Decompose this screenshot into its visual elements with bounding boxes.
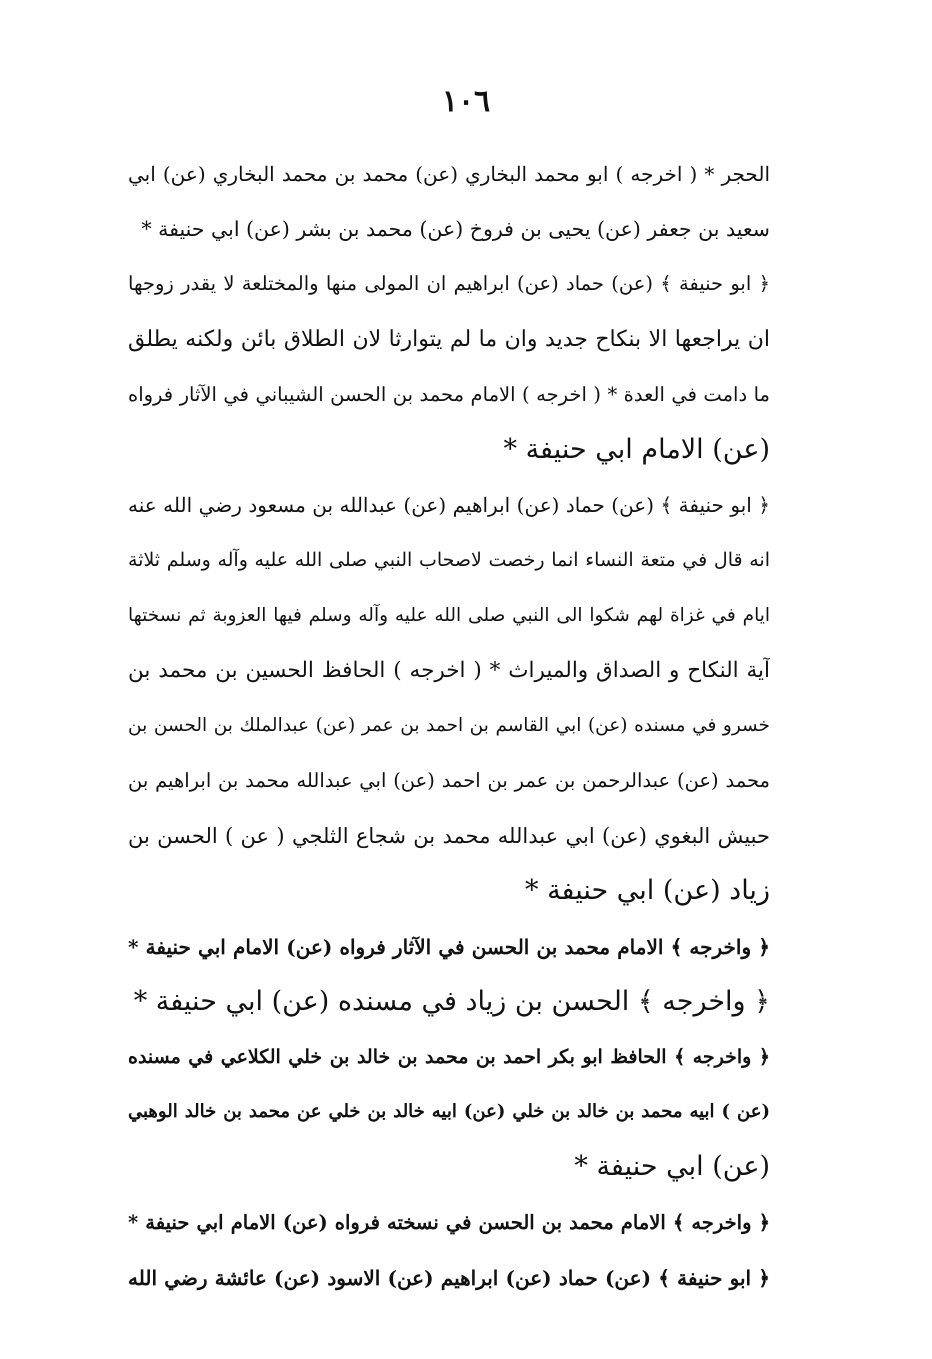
- text-line: ايام في غزاة لهم شكوا الى النبي صلى الله عليه وآله وسلم فيها العزوبة ثم نسختها: [128, 604, 770, 626]
- text-line: (عن) ابي حنيفة *: [574, 1151, 770, 1183]
- page-number: ١٠٦: [441, 84, 491, 119]
- text-line: خسرو في مسنده (عن) ابي القاسم بن احمد بن عمر (عن) عبدالملك بن الحسن بن: [128, 714, 770, 736]
- text-line: ﴿ ابو حنيفة ﴾ (عن) حماد (عن) ابراهيم ان المولى منها والمختلعة لا يقدر زوجها: [128, 272, 770, 296]
- text-line: ﴿ واخرجه ﴾ الامام محمد بن الحسن في نسخته فرواه (عن) الامام ابي حنيفة *: [128, 1210, 770, 1234]
- text-line: (عن ) ابيه محمد بن خالد بن خلي (عن) ابيه خالد بن خلي عن محمد بن خالد الوهبي: [128, 1101, 770, 1123]
- text-line: الحجر * ( اخرجه ) ابو محمد البخاري (عن) محمد بن محمد البخاري (عن) ابي: [128, 162, 770, 186]
- text-line: ﴿ ابو حنيفة ﴾ (عن) حماد (عن) ابراهيم (عن) عبدالله بن مسعود رضي الله عنه: [128, 493, 770, 518]
- text-line: ﴿ ابو حنيفة ﴾ (عن) حماد (عن) ابراهيم (عن) الاسود (عن) عائشة رضي الله: [128, 1265, 770, 1290]
- text-line: حبيش البغوي (عن) ابي عبدالله محمد بن شجاع الثلجي ( عن ) الحسن بن: [128, 824, 770, 849]
- text-line: زياد (عن) ابي حنيفة *: [524, 875, 770, 907]
- text-line: ما دامت في العدة * ( اخرجه ) الامام محمد بن الحسن الشيباني في الآثار فرواه: [128, 382, 770, 406]
- text-line: ﴿ واخرجه ﴾ الحسن بن زياد في مسنده (عن) ابي حنيفة *: [133, 985, 770, 1017]
- text-line: سعيد بن جعفر (عن) يحيى بن فروخ (عن) محمد بن بشر (عن) ابي حنيفة *: [141, 217, 770, 242]
- text-line: محمد (عن) عبدالرحمن بن عمر بن احمد (عن) ابي عبدالله محمد بن ابراهيم بن: [128, 769, 770, 793]
- text-line: ان يراجعها الا بنكاح جديد وان ما لم يتوارثا لان الطلاق بائن ولكنه يطلق: [128, 326, 770, 352]
- text-line: آية النكاح و الصداق والميراث * ( اخرجه ) الحافظ الحسين بن محمد بن: [128, 657, 770, 683]
- text-line: انه قال في متعة النساء انما رخصت لاصحاب النبي صلى الله عليه وآله وسلم ثلاثة: [128, 549, 770, 572]
- text-line: ﴿ واخرجه ﴾ الامام محمد بن الحسن في الآثار فرواه (عن) الامام ابي حنيفة *: [128, 934, 770, 959]
- text-line: ﴿ واخرجه ﴾ الحافظ ابو بكر احمد بن محمد بن خالد بن خلي الكلاعي في مسنده: [128, 1046, 770, 1068]
- text-line: (عن) الامام ابي حنيفة *: [503, 433, 770, 465]
- body-text: [128, 158, 770, 1317]
